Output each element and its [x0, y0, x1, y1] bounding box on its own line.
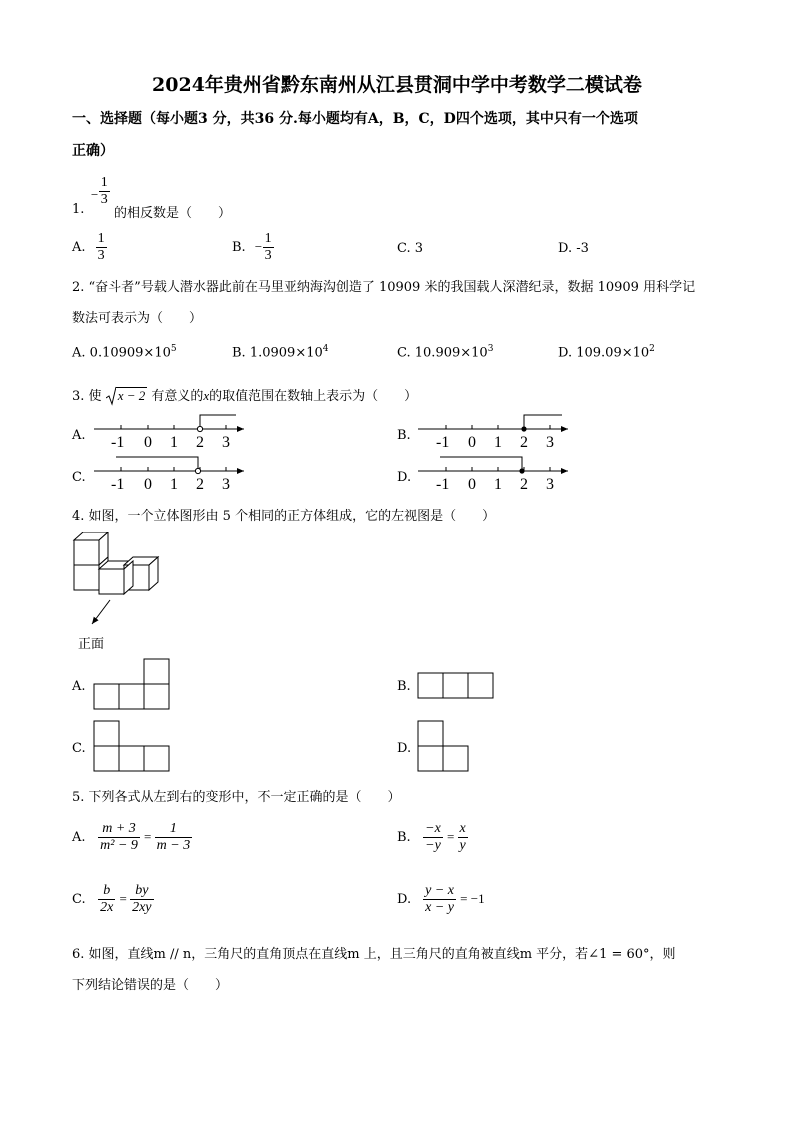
q5-stem: 5. 下列各式从左到右的变形中，不一定正确的是（ ） [72, 790, 401, 805]
q1-option-b: B. − $\frac{1}{3}$ [232, 231, 272, 263]
q1-option-c: C. 3 [397, 241, 424, 256]
q4-option-c-view [93, 720, 173, 772]
section-heading-line1: 一、选择题（每小题3 分，共36 分.每小题均有A，B，C，D四个选项，其中只有一个选项 [72, 111, 638, 127]
q1-option-d: D. -3 [558, 241, 589, 256]
q3-option-a-numberline [94, 415, 244, 432]
q3-label-c: C. [72, 470, 86, 485]
q3-radical: x − 2 [106, 388, 148, 404]
q4-label-c: C. [72, 741, 86, 756]
q4-cube-figure [70, 532, 170, 637]
q3-stem: 3. 使 x − 2 有意义的x的取值范围在数轴上表示为（ ） [72, 388, 418, 404]
q3-label-d: D. [397, 470, 412, 485]
q1-number: 1. [72, 202, 85, 217]
q3-label-a: A. [72, 428, 86, 443]
q5-option-a: A. $\frac{m + 3}{\text{m² − 9}}$ = $\frac{1}{m - 3}$ [72, 821, 191, 853]
q4-stem: 4. 如图，一个立体图形由 5 个相同的正方体组成，它的左视图是（ ） [72, 509, 496, 524]
q4-option-a-view [93, 658, 173, 710]
q3-option-b-numberline [418, 415, 568, 432]
q4-option-d-view [417, 720, 473, 772]
q1-option-a: A. $\frac{1}{3}$ [72, 231, 105, 263]
q2-option-a: A. $0.10909\times 10^5$ [72, 344, 177, 361]
q6-stem-line2: 下列结论错误的是（ ） [72, 978, 229, 993]
q2-option-b: B. $1.0909\times 10^4$ [232, 344, 329, 361]
q5-option-b: B. $\frac{-x}{-y}$ = $\frac{x}{y}$ [397, 821, 466, 853]
q3-label-b: B. [397, 428, 411, 443]
q2-option-d: D. $109.09\times 10^2$ [558, 344, 655, 361]
q1-stem: 的相反数是（ ） [114, 206, 232, 221]
q2-stem-line1: 2. “奋斗者”号载人潜水器此前在马里亚纳海沟创造了 10909 米的我国载人深潜纪录，数据 10909 用科学记 [72, 280, 696, 295]
q1-fraction: $\frac{1}{3}$ [100, 175, 108, 207]
q4-label-b: B. [397, 679, 411, 694]
q4-label-a: A. [72, 679, 86, 694]
q4-option-b-view [417, 672, 497, 700]
q3-option-c-numberline [94, 457, 244, 474]
q5-option-c: C. $\frac{b}{2x}$ = $\frac{by}{2xy}$ [72, 883, 152, 915]
q4-front-label: 正面 [78, 637, 105, 652]
section-heading-line2: 正确） [72, 143, 114, 159]
q6-stem-line1: 6. 如图，直线m // n，三角尺的直角顶点在直线m 上，且三角尺的直角被直线m 平分，若∠1 = 60°，则 [72, 947, 676, 962]
q2-option-c: C. $10.909\times 10^3$ [397, 344, 494, 361]
q4-label-d: D. [397, 741, 412, 756]
q3-option-d-numberline [418, 457, 568, 474]
q5-option-d: D. $\frac{y - x}{x - y}$ = −1 [397, 883, 485, 915]
page-title: 2024年贵州省黔东南州从江县贯洞中学中考数学二模试卷 [152, 74, 642, 96]
q2-stem-line2: 数法可表示为（ ） [72, 311, 203, 326]
q1-neg-sign: − [90, 187, 99, 202]
